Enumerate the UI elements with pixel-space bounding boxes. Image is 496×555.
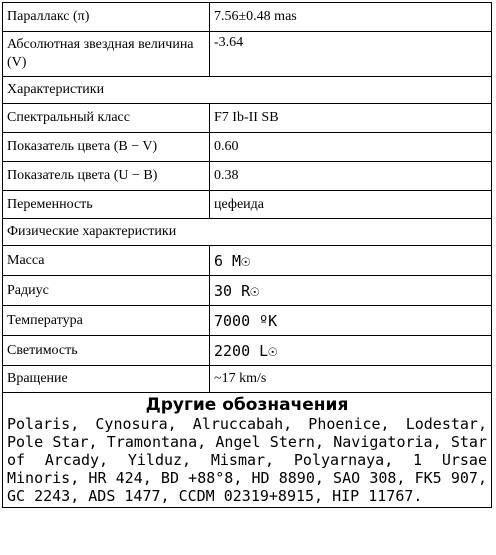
table-row-variability	[3, 191, 492, 219]
radius-label: Радиус	[3, 276, 210, 306]
table-row-color-index-ub	[3, 162, 492, 191]
table-row-spectral-class	[3, 104, 492, 133]
parallax-label: Параллакс (π)	[3, 3, 210, 32]
section-row-physical	[3, 219, 492, 246]
table-row-parallax	[3, 3, 492, 32]
temperature-label: Температура	[3, 306, 210, 336]
table-row-luminosity	[3, 336, 492, 366]
table-row-absolute-magnitude	[3, 32, 492, 77]
color-index-ub-label: Показатель цвета (U − B)	[3, 162, 210, 191]
variability-label: Переменность	[3, 191, 210, 219]
spectral-class-value: F7 Ib-II SB	[210, 104, 492, 133]
rotation-label: Вращение	[3, 366, 210, 393]
rotation-value: ~17 km/s	[210, 366, 492, 393]
absolute-magnitude-value: -3.64	[210, 32, 492, 77]
mass-label: Масса	[3, 246, 210, 276]
spectral-class-label: Спектральный класс	[3, 104, 210, 133]
other-designations-title: Другие обозначения	[145, 395, 349, 415]
mass-value: 6 M☉	[210, 246, 492, 276]
table-row-color-index-bv	[3, 133, 492, 162]
color-index-bv-value: 0.60	[210, 133, 492, 162]
luminosity-label: Светимость	[3, 336, 210, 366]
other-designations-text: Polaris, Cynosura, Alruccabah, Phoenice, Lodestar, Pole Star, Tramontana, Angel Stern, Navigatoria, Star of Arcady, Yilduz, Mismar, Polyarnaya, 1 Ursae Minoris, HR 424, BD +88°8, HD 8890, SAO 308, FK5 907, GC 2243, ADS 1477, CCDM 02319+8915, HIP 11767.	[7, 415, 487, 505]
characteristics-heading: Характеристики	[3, 77, 492, 104]
absolute-magnitude-label: Абсолютная звездная величина (V)	[3, 32, 210, 77]
color-index-ub-value: 0.38	[210, 162, 492, 191]
star-infobox-table	[2, 2, 492, 508]
parallax-value: 7.56±0.48 mas	[210, 3, 492, 32]
table-row-radius	[3, 276, 492, 306]
section-row-characteristics	[3, 77, 492, 104]
table-row-mass	[3, 246, 492, 276]
luminosity-value: 2200 L☉	[210, 336, 492, 366]
table-row-rotation	[3, 366, 492, 393]
variability-value: цефеида	[210, 191, 492, 219]
temperature-value: 7000 ºK	[210, 306, 492, 336]
table-row-temperature	[3, 306, 492, 336]
radius-value: 30 R☉	[210, 276, 492, 306]
color-index-bv-label: Показатель цвета (B − V)	[3, 133, 210, 162]
section-row-other-designations	[3, 393, 492, 508]
physical-heading: Физические характеристики	[3, 219, 492, 246]
other-designations-cell	[3, 393, 492, 508]
